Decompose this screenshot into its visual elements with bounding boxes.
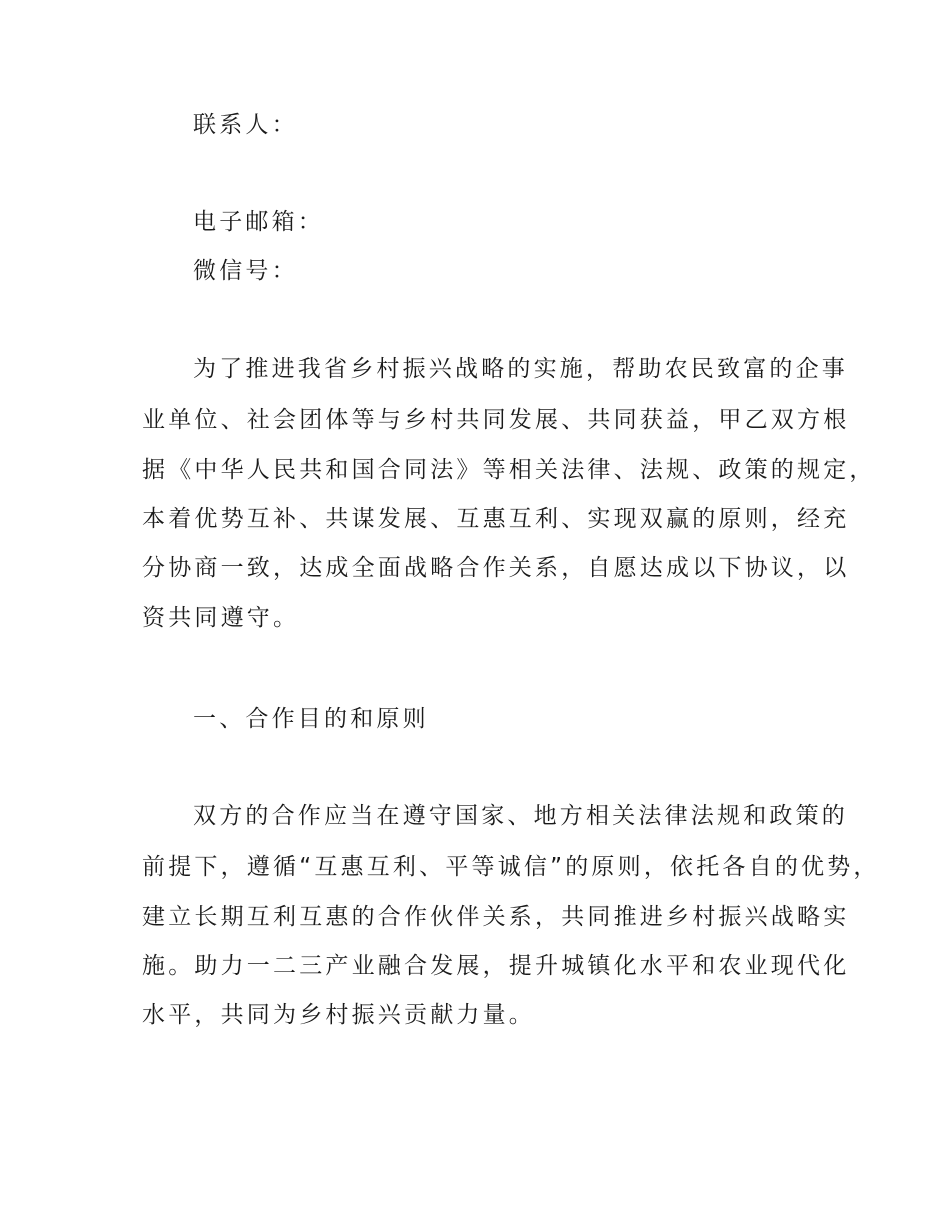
paragraph-line: 据《中华人民共和国合同法》等相关法律、法规、政策的规定， xyxy=(142,457,876,483)
contact-person-label: 联系人： xyxy=(193,112,298,138)
paragraph-line: 施。助力一二三产业融合发展，提升城镇化水平和农业现代化 xyxy=(142,953,850,979)
paragraph-line: 建立长期互利互惠的合作伙伴关系，共同推进乡村振兴战略实 xyxy=(142,904,850,930)
paragraph-line: 资共同遵守。 xyxy=(142,605,300,631)
paragraph-line: 双方的合作应当在遵守国家、地方相关法律法规和政策的 xyxy=(193,803,848,829)
paragraph-line: 业单位、社会团体等与乡村共同发展、共同获益，甲乙双方根 xyxy=(142,407,850,433)
email-label: 电子邮箱： xyxy=(193,209,324,235)
paragraph-line: 前提下，遵循“互惠互利、平等诚信”的原则，依托各自的优势， xyxy=(142,854,880,880)
paragraph-line: 为了推进我省乡村振兴战略的实施，帮助农民致富的企事 xyxy=(193,356,848,382)
wechat-label: 微信号： xyxy=(193,258,298,284)
paragraph-line: 分协商一致，达成全面战略合作关系，自愿达成以下协议，以 xyxy=(142,555,850,581)
section-heading: 一、合作目的和原则 xyxy=(193,706,429,732)
paragraph-line: 本着优势互补、共谋发展、互惠互利、实现双赢的原则，经充 xyxy=(142,506,850,532)
paragraph-line: 水平，共同为乡村振兴贡献力量。 xyxy=(142,1002,535,1028)
